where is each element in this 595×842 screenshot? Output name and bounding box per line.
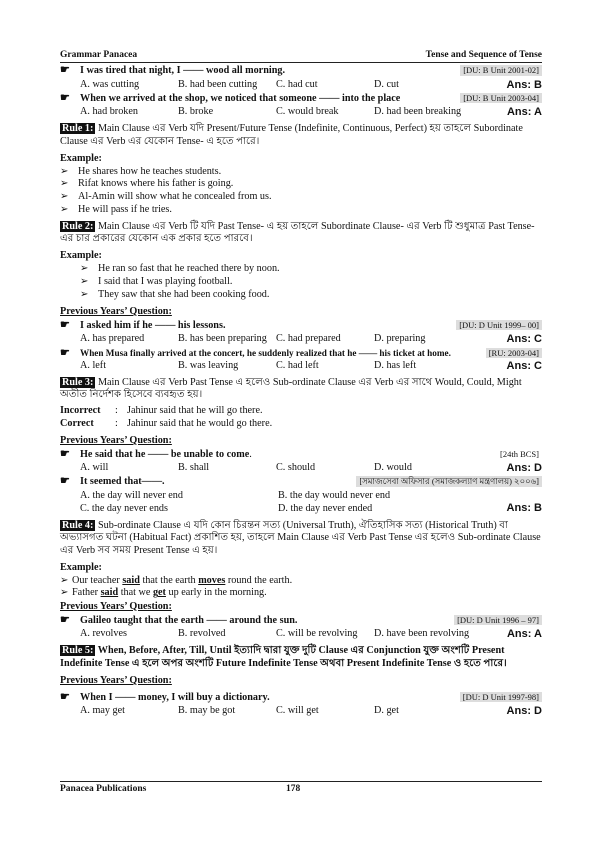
question-2-ref: [DU: B Unit 2003-04]	[460, 93, 542, 103]
answer: Ans: D	[506, 462, 542, 475]
option: C. had cut	[276, 78, 318, 90]
pointing-hand-icon: ☛	[60, 475, 70, 488]
pointing-hand-icon: ☛	[60, 91, 70, 104]
question-7-text: Galileo taught that the earth —— around the sun.	[80, 614, 298, 626]
question-2-options	[60, 106, 542, 118]
question-2	[60, 93, 542, 105]
answer: Ans: C	[506, 333, 542, 346]
rule-text: Main Clause এর Verb Past Tense এ হলেও Sub-ordinate Clause এর Verb এর সাথে Would, Could, Might অতীত নির্দেশক হিসেবে ব্যবহৃত হয়।	[60, 376, 522, 401]
header-book-title: Grammar Panacea	[60, 50, 138, 60]
page	[60, 50, 542, 717]
option: A. was cutting	[80, 78, 140, 90]
option: A. left	[80, 359, 107, 371]
option: C. would break	[276, 106, 339, 118]
option: D. cut	[374, 78, 399, 90]
question-4-text: When Musa finally arrived at the concert, he suddenly realized that he —— his ticket at home.	[80, 347, 451, 358]
option: D. has left	[374, 359, 417, 371]
list-item: ➢ He shares how he teaches students.	[60, 165, 222, 177]
list-item: ➢ Rifat knows where his father is going.	[60, 178, 234, 190]
question-4	[60, 348, 542, 359]
question-1-ref: [DU: B Unit 2001-02]	[460, 65, 542, 75]
question-3-text: I asked him if he —— his lessons.	[80, 320, 226, 332]
rule-tag: Rule 1:	[62, 123, 94, 135]
option: B. may be got	[178, 705, 236, 717]
question-6-options	[60, 490, 542, 515]
rule-tag: Rule 5:	[62, 645, 94, 657]
answer: Ans: A	[506, 106, 542, 119]
option: A. had broken	[80, 106, 138, 118]
arrowhead-bullet-icon: ➢	[60, 574, 69, 586]
list-item: ➢ He will pass if he tries.	[60, 203, 172, 215]
question-1-text: I was tired that night, I —— wood all morning.	[80, 65, 285, 77]
list-item: ➢ Father said that we get up early in the morning.	[60, 587, 267, 599]
header-chapter-title: Tense and Sequence of Tense	[425, 50, 542, 60]
option: D. the day never ended	[278, 502, 373, 514]
question-3	[60, 320, 542, 332]
option: A. the day will never end	[80, 489, 183, 501]
pointing-hand-icon: ☛	[60, 346, 70, 359]
pointing-hand-icon: ☛	[60, 64, 70, 77]
arrowhead-bullet-icon: ➢	[60, 191, 69, 202]
example-list-2	[60, 263, 542, 301]
option: B. revolved	[178, 628, 226, 640]
option: B. the day would never end	[278, 489, 391, 501]
pointing-hand-icon: ☛	[60, 319, 70, 332]
list-item: ➢ I said that I was playing football.	[80, 275, 233, 287]
question-3-options	[60, 333, 542, 345]
option: B. has been preparing	[178, 333, 267, 345]
option: D. have been revolving	[374, 628, 470, 640]
question-3-ref: [DU: D Unit 1999– 00]	[456, 320, 542, 330]
option: C. will be revolving	[276, 628, 358, 640]
question-6-ref: [সমাজসেবা অফিসার (সমাজকল্যাণ মন্ত্রণালয়) ২০০৬]	[356, 476, 542, 486]
option: C. had prepared	[276, 333, 341, 345]
previous-years-question-heading: Previous Years’ Question:	[60, 305, 172, 317]
question-8-ref: [DU: D Unit 1997-98]	[460, 692, 542, 702]
arrowhead-bullet-icon: ➢	[60, 178, 69, 190]
previous-years-question-heading: Previous Years’ Question:	[60, 674, 172, 686]
list-item: ➢ Our teacher said that the earth moves round the earth.	[60, 574, 293, 586]
footer	[60, 781, 542, 795]
arrowhead-bullet-icon: ➢	[80, 263, 89, 275]
question-1-options	[60, 79, 542, 91]
incorrect-example: Incorrect : Jahinur said that he will go there.	[60, 405, 263, 417]
question-5-ref: [24th BCS]	[500, 449, 539, 460]
question-7-options	[60, 628, 542, 640]
answer: Ans: D	[506, 705, 542, 718]
option: A. may get	[80, 705, 125, 717]
question-8-text: When I —— money, I will buy a dictionary.	[80, 692, 270, 703]
option: A. revolves	[80, 628, 127, 640]
arrowhead-bullet-icon: ➢	[80, 275, 89, 287]
option: B. broke	[178, 106, 214, 118]
rule-3	[60, 377, 542, 401]
rule-text: Main Clause এর Verb টি যদি Past Tense- এ হয় তাহলে Subordinate Clause- এর Verb টি শুধুমাত্র Past Tense-এর চার প্রকারের যেকোন এক প্রকার হতে পারবে।	[60, 220, 535, 245]
example-list-1	[60, 166, 542, 216]
rule-text: Sub-ordinate Clause এ যদি কোন চিরন্তন সত্য (Universal Truth), ঐতিহাসিক সত্য (Historical Truth) বা অভ্যাসগত ঘটনা (Habitual Fact) প্রকাশিত হয়, তাহলে Main Clause এর Verb Past Tense এর হলেও Sub-ordinate Clause এর Verb সব সময় Present Tense এ হয়।	[60, 520, 541, 556]
previous-years-question-heading: Previous Years’ Question:	[60, 600, 172, 612]
example-label: Example:	[60, 250, 102, 262]
list-item: ➢ He ran so fast that he reached there by noon.	[80, 263, 280, 275]
option: D. would	[374, 462, 412, 474]
example-label: Example:	[60, 152, 102, 164]
list-item: ➢ They saw that she had been cooking food.	[80, 288, 270, 300]
question-6	[60, 476, 542, 488]
option: C. will get	[276, 705, 319, 717]
question-7	[60, 615, 542, 627]
pointing-hand-icon: ☛	[60, 613, 70, 626]
example-label: Example:	[60, 561, 102, 573]
rule-2	[60, 221, 542, 245]
rule-tag: Rule 4:	[62, 520, 94, 532]
pointing-hand-icon: ☛	[60, 691, 70, 703]
question-2-text: When we arrived at the shop, we noticed that someone —— into the place	[80, 92, 401, 104]
arrowhead-bullet-icon: ➢	[60, 587, 69, 599]
correct-example: Correct : Jahinur said that he would go there.	[60, 417, 273, 429]
previous-years-question-heading: Previous Years’ Question:	[60, 434, 172, 446]
option: A. has prepared	[80, 333, 145, 345]
pointing-hand-icon: ☛	[60, 448, 70, 461]
rule-5	[60, 645, 542, 669]
question-4-ref: [RU: 2003-04]	[486, 348, 542, 358]
rule-text: Main Clause এর Verb যদি Present/Future Tense (Indefinite, Continuous, Perfect) হয় তাহলে Subordinate Clause এর Verb এর যেকোন Tense- এ হতে পারে।	[60, 123, 523, 147]
question-5: ☛ He said that he —— be unable to come. [24th BCS]	[60, 449, 542, 461]
answer: Ans: B	[506, 502, 542, 514]
rule-tag: Rule 3:	[62, 376, 94, 388]
publisher-name: Panacea Publications	[60, 784, 147, 794]
option: D. get	[374, 705, 399, 717]
question-5-text: He said that he —— be unable to come	[80, 449, 250, 461]
arrowhead-bullet-icon: ➢	[60, 203, 69, 215]
option: B. had been cutting	[178, 78, 258, 90]
option: B. was leaving	[178, 359, 239, 371]
running-header	[60, 50, 542, 63]
rule-tag: Rule 2:	[62, 220, 94, 232]
option: B. shall	[178, 462, 210, 474]
option: C. the day never ends	[80, 502, 168, 514]
question-1	[60, 65, 542, 77]
answer: Ans: C	[506, 359, 542, 372]
answer: Ans: A	[506, 628, 542, 641]
option: A. will	[80, 462, 109, 474]
option: D. had been breaking	[374, 106, 462, 118]
option: D. preparing	[374, 333, 426, 345]
rule-4	[60, 520, 542, 557]
rule-text: When, Before, After, Till, Until ইত্যাদি দ্বারা যুক্ত দুটি Clause এর Conjunction যুক্ত অংশটি Present Indefinite Tense এ হলে অপর অংশটি Future Indefinite Tense অথবা Present Indefinite Tense ও হতে পারে।	[60, 645, 507, 669]
rule-1	[60, 123, 542, 147]
arrowhead-bullet-icon: ➢	[80, 288, 89, 300]
answer: Ans: B	[506, 78, 542, 91]
question-8-options	[60, 705, 542, 717]
question-5-options	[60, 462, 542, 474]
question-7-ref: [DU: D Unit 1996 – 97]	[454, 615, 542, 625]
arrowhead-bullet-icon: ➢	[60, 165, 69, 177]
example-list-4	[60, 575, 542, 600]
option: C. should	[276, 462, 316, 474]
question-4-options	[60, 360, 542, 372]
page-number: 178	[286, 784, 301, 794]
option: C. had left	[276, 359, 319, 371]
question-6-text: It seemed that——.	[80, 476, 165, 488]
list-item: ➢ Al-Amin will show what he concealed from us.	[60, 191, 272, 202]
question-8	[60, 692, 542, 704]
